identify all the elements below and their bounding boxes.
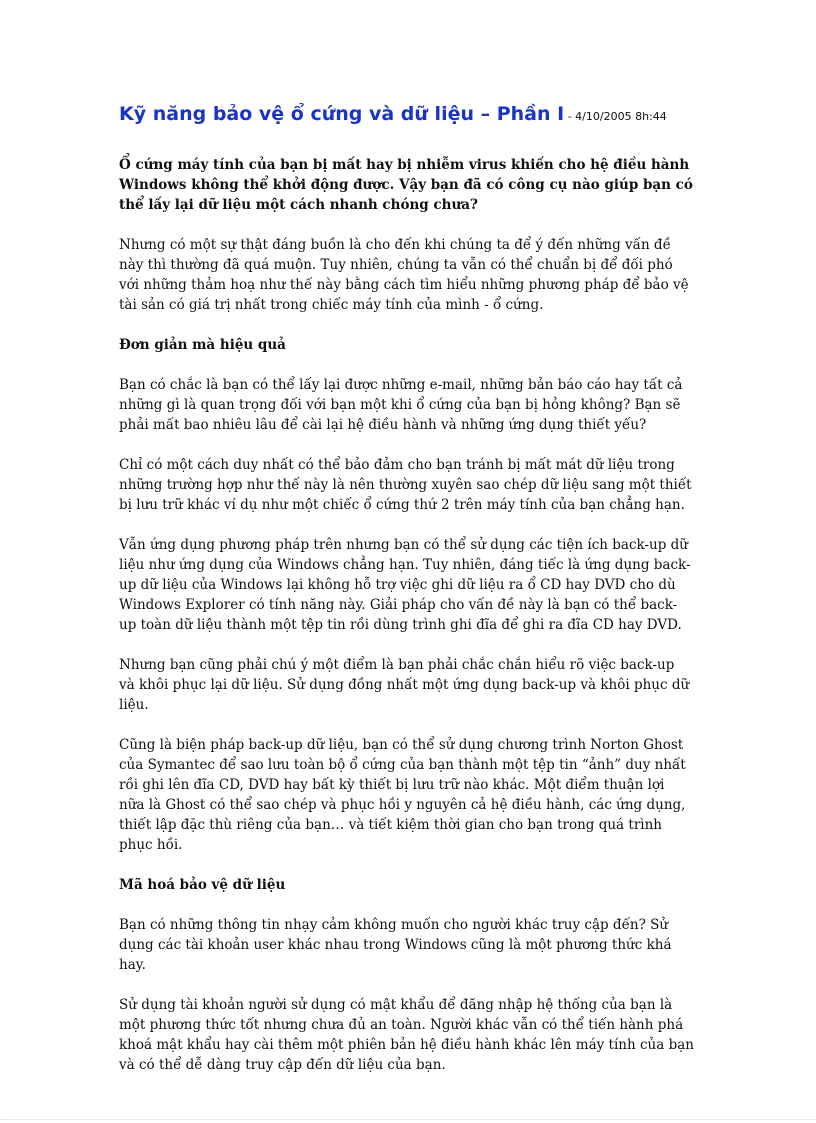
paragraph: Vẫn ứng dụng phương pháp trên nhưng bạn có thể sử dụng các tiện ích back-up dữ liệu như ứng dụng của Windows chẳng hạn. Tuy nhiên, đáng tiếc là ứng dụng back-up dữ liệu của Windows lại không hỗ trợ việc ghi dữ liệu ra ổ CD hay DVD cho dù Windows Explorer có tính năng này. Giải pháp cho vấn đề này là bạn có thể back-up toàn dữ liệu thành một tệp tin rồi dùng trình ghi đĩa để ghi ra đĩa CD hay DVD.	[119, 537, 691, 633]
paragraph: Chỉ có một cách duy nhất có thể bảo đảm cho bạn tránh bị mất mát dữ liệu trong những trường hợp như thế này là nên thường xuyên sao chép dữ liệu sang một thiết bị lưu trữ khác ví dụ như một chiếc ổ cứng thứ 2 trên máy tính của bạn chẳng hạn.	[119, 457, 692, 513]
paragraph: Nhưng bạn cũng phải chú ý một điểm là bạn phải chắc chắn hiểu rõ việc back-up và khôi phục lại dữ liệu. Sử dụng đồng nhất một ứng dụng back-up và khôi phục dữ liệu.	[119, 657, 690, 713]
article-title: Kỹ năng bảo vệ ổ cứng và dữ liệu – Phần I	[119, 103, 565, 125]
lead-paragraph: Ổ cứng máy tính của bạn bị mất hay bị nhiễm virus khiến cho hệ điều hành Windows không thể khởi động được. Vậy bạn đã có công cụ nào giúp bạn có thể lấy lại dữ liệu một cách nhanh chóng chưa?	[119, 157, 693, 213]
paragraph: Bạn có những thông tin nhạy cảm không muốn cho người khác truy cập đến? Sử dụng các tài khoản user khác nhau trong Windows cũng là một phương thức khá hay.	[119, 917, 672, 973]
paragraph: Cũng là biện pháp back-up dữ liệu, bạn có thể sử dụng chương trình Norton Ghost của Symantec để sao lưu toàn bộ ổ cứng của bạn thành một tệp tin “ảnh” duy nhất rồi ghi lên đĩa CD, DVD hay bất kỳ thiết bị lưu trữ nào khác. Một điểm thuận lợi nữa là Ghost có thể sao chép và phục hồi y nguyên cả hệ điều hành, các ứng dụng, thiết lập đặc thù riêng của bạn… và tiết kiệm thời gian cho bạn trong quá trình phục hồi.	[119, 737, 686, 853]
paragraph: Bạn có chắc là bạn có thể lấy lại được những e-mail, những bản báo cáo hay tất cả những gì là quan trọng đối với bạn một khi ổ cứng của bạn bị hỏng không? Bạn sẽ phải mất bao nhiêu lâu để cài lại hệ điều hành và những ứng dụng thiết yếu?	[119, 377, 683, 433]
paragraph: Sử dụng tài khoản người sử dụng có mật khẩu để đăng nhập hệ thống của bạn là một phương thức tốt nhưng chưa đủ an toàn. Người khác vẫn có thể tiến hành phá khoá mật khẩu hay cài thêm một phiên bản hệ điều hành khác lên máy tính của bạn và có thể dễ dàng truy cập đến dữ liệu của bạn.	[119, 997, 694, 1073]
article-date: - 4/10/2005 8h:44	[564, 110, 667, 123]
section-heading-encryption: Mã hoá bảo vệ dữ liệu	[119, 877, 286, 893]
section-heading-simple-effective: Đơn giản mà hiệu quả	[119, 337, 286, 353]
page-bottom-divider	[0, 1119, 816, 1120]
intro-paragraph: Nhưng có một sự thật đáng buồn là cho đến khi chúng ta để ý đến những vấn đề này thì thường đã quá muộn. Tuy nhiên, chúng ta vẫn có thể chuẩn bị để đối phó với những thảm hoạ như thế này bằng cách tìm hiểu những phương pháp để bảo vệ tài sản có giá trị nhất trong chiếc máy tính của mình - ổ cứng.	[119, 237, 689, 313]
article-body	[119, 100, 694, 1095]
title-line	[119, 100, 694, 131]
